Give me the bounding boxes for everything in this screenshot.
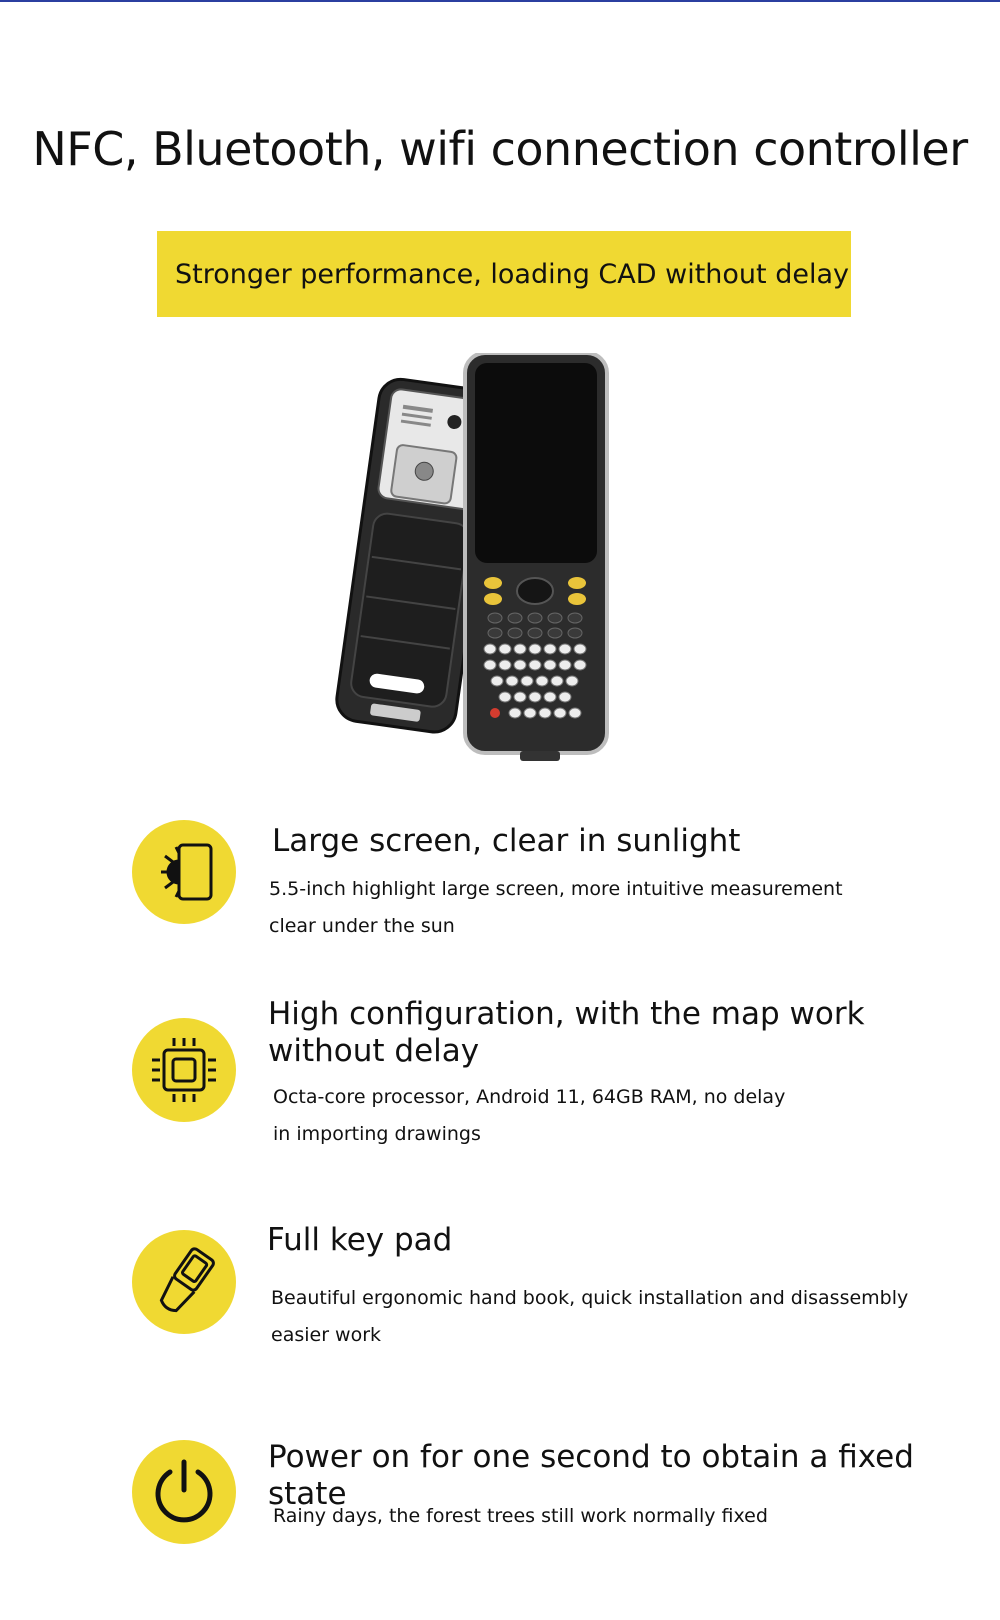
power-icon bbox=[132, 1440, 236, 1544]
feature-description-line1: 5.5-inch highlight large screen, more intuitive measurement bbox=[269, 878, 843, 900]
feature-title: Full key pad bbox=[267, 1222, 453, 1258]
feature-description-line2: easier work bbox=[271, 1324, 382, 1346]
feature-description-line2: in importing drawings bbox=[273, 1123, 481, 1145]
feature-title-line2: without delay bbox=[268, 1033, 480, 1069]
sunlight-screen-icon bbox=[132, 820, 236, 924]
banner-text: Stronger performance, loading CAD without delay bbox=[175, 258, 849, 290]
processor-chip-icon bbox=[132, 1018, 236, 1122]
feature-title-line1: High configuration, with the map work bbox=[268, 996, 865, 1032]
feature-title: Power on for one second to obtain a fixed state bbox=[268, 1439, 914, 1512]
performance-banner bbox=[157, 231, 851, 317]
feature-description-line1: Octa-core processor, Android 11, 64GB RAM, no delay bbox=[273, 1086, 786, 1108]
feature-description-line1: Beautiful ergonomic hand book, quick installation and disassembly bbox=[271, 1287, 909, 1309]
feature-title: Large screen, clear in sunlight bbox=[272, 823, 741, 859]
feature-description-line1: Rainy days, the forest trees still work normally fixed bbox=[273, 1505, 768, 1527]
page-title: NFC, Bluetooth, wifi connection controller bbox=[32, 122, 968, 176]
feature-description-line2: clear under the sun bbox=[269, 915, 455, 937]
top-divider bbox=[0, 0, 1000, 2]
handheld-controller-image bbox=[325, 353, 635, 783]
handheld-device-icon bbox=[132, 1230, 236, 1334]
